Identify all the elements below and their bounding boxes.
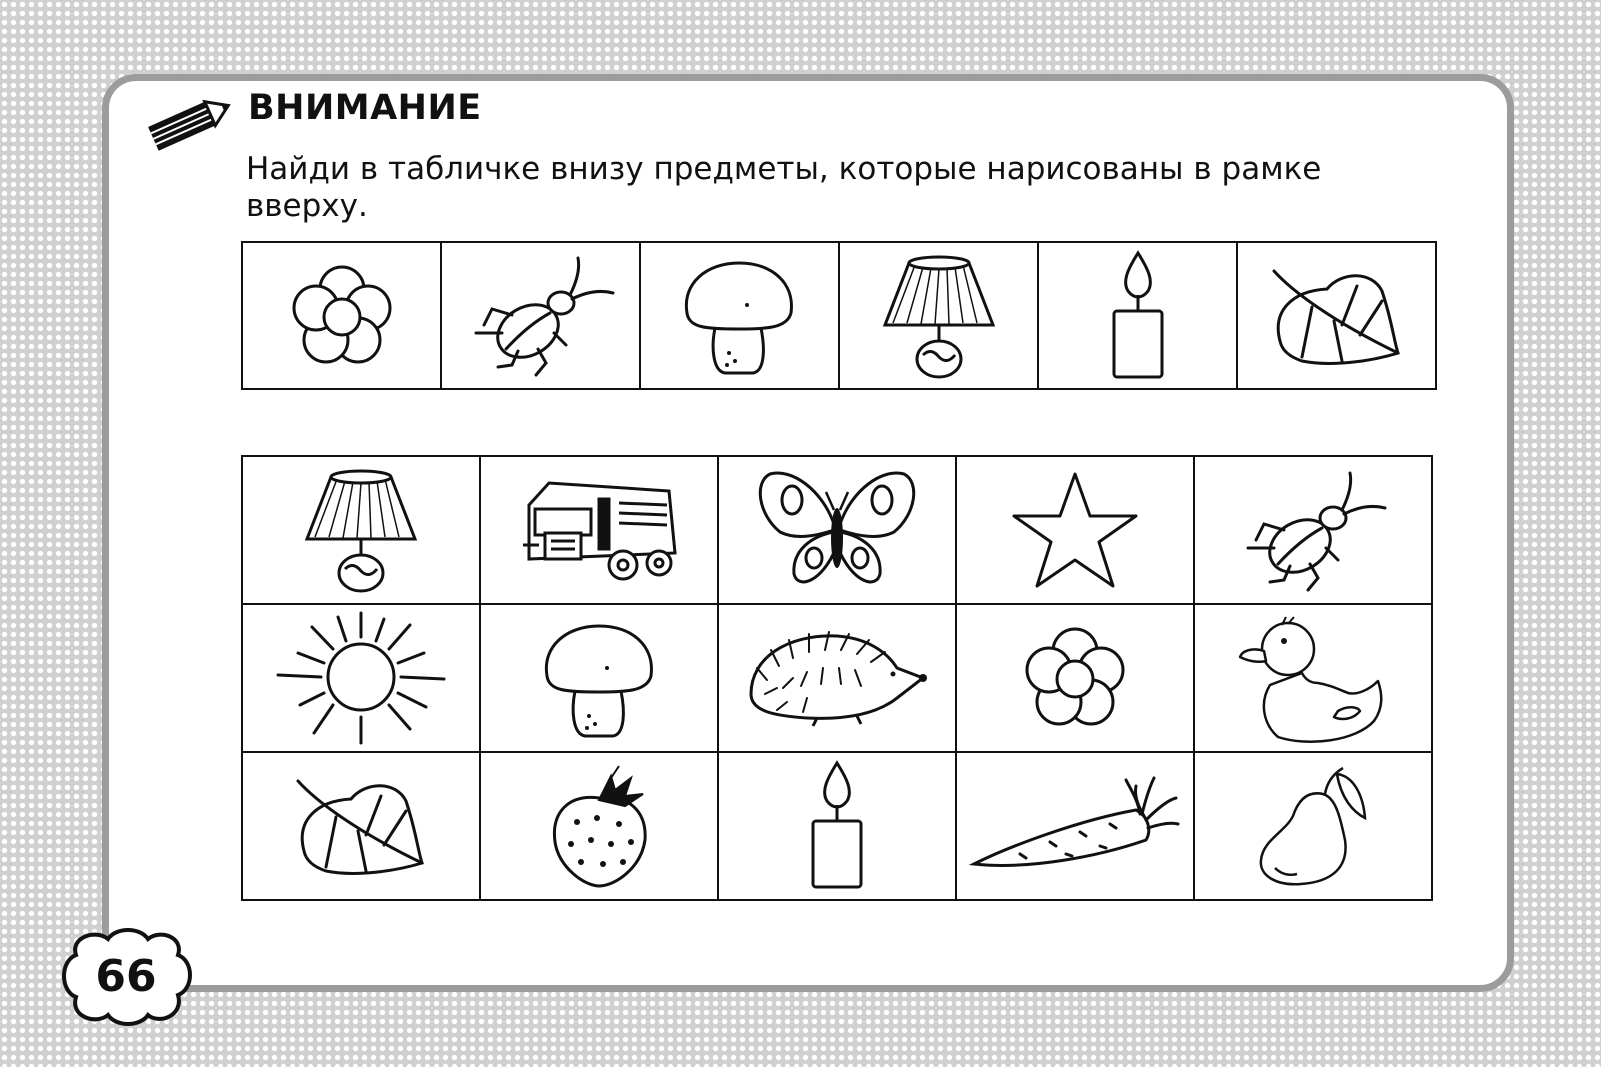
grid-cell-hedgehog[interactable] [718, 604, 956, 752]
grid-cell-pear[interactable] [1194, 752, 1432, 900]
pear-icon [1253, 764, 1373, 889]
leaf-icon [1272, 261, 1402, 371]
reference-cell-lamp[interactable] [839, 242, 1038, 389]
grid-cell-lamp[interactable] [242, 456, 480, 604]
grid-cell-candle[interactable] [718, 752, 956, 900]
flower-icon [1015, 618, 1135, 738]
grid-cell-truck[interactable] [480, 456, 718, 604]
reference-cell-flower[interactable] [242, 242, 441, 389]
beetle-icon [466, 253, 616, 378]
candle-icon [1098, 251, 1178, 381]
grid-cell-duckling[interactable] [1194, 604, 1432, 752]
reference-cell-beetle[interactable] [441, 242, 640, 389]
grid-cell-beetle[interactable] [1194, 456, 1432, 604]
page-heading: ВНИМАНИЕ [248, 88, 482, 128]
mushroom-icon [677, 253, 802, 378]
grid-cell-leaf[interactable] [242, 752, 480, 900]
grid-cell-butterfly[interactable] [718, 456, 956, 604]
grid-cell-strawberry[interactable] [480, 752, 718, 900]
lamp-icon [301, 465, 421, 595]
reference-cell-mushroom[interactable] [640, 242, 839, 389]
leaf-icon [296, 771, 426, 881]
grid-cell-star[interactable] [956, 456, 1194, 604]
grid-cell-mushroom[interactable] [480, 604, 718, 752]
mushroom-icon [537, 616, 662, 741]
page-number-badge [56, 925, 196, 1029]
strawberry-icon [549, 764, 649, 889]
reference-cell-candle[interactable] [1038, 242, 1237, 389]
pencil-icon [142, 88, 236, 158]
truck-icon [519, 475, 679, 585]
page-number: 66 [95, 951, 157, 1002]
lamp-icon [879, 251, 999, 381]
star-icon [1010, 470, 1140, 590]
grid-cell-carrot[interactable] [956, 752, 1194, 900]
duckling-icon [1238, 611, 1388, 746]
beetle-icon [1238, 468, 1388, 593]
instructions-text: Найди в табличке внизу предметы, которые нарисованы в рамке вверху. [246, 151, 1322, 224]
reference-frame [241, 241, 1437, 390]
search-grid [241, 455, 1433, 901]
hedgehog-icon [747, 628, 927, 728]
grid-cell-sun[interactable] [242, 604, 480, 752]
reference-cell-leaf[interactable] [1237, 242, 1436, 389]
candle-icon [797, 761, 877, 891]
grid-cell-flower[interactable] [956, 604, 1194, 752]
butterfly-icon [752, 470, 922, 590]
sun-icon [276, 611, 446, 746]
carrot-icon [970, 776, 1180, 876]
flower-icon [282, 256, 402, 376]
